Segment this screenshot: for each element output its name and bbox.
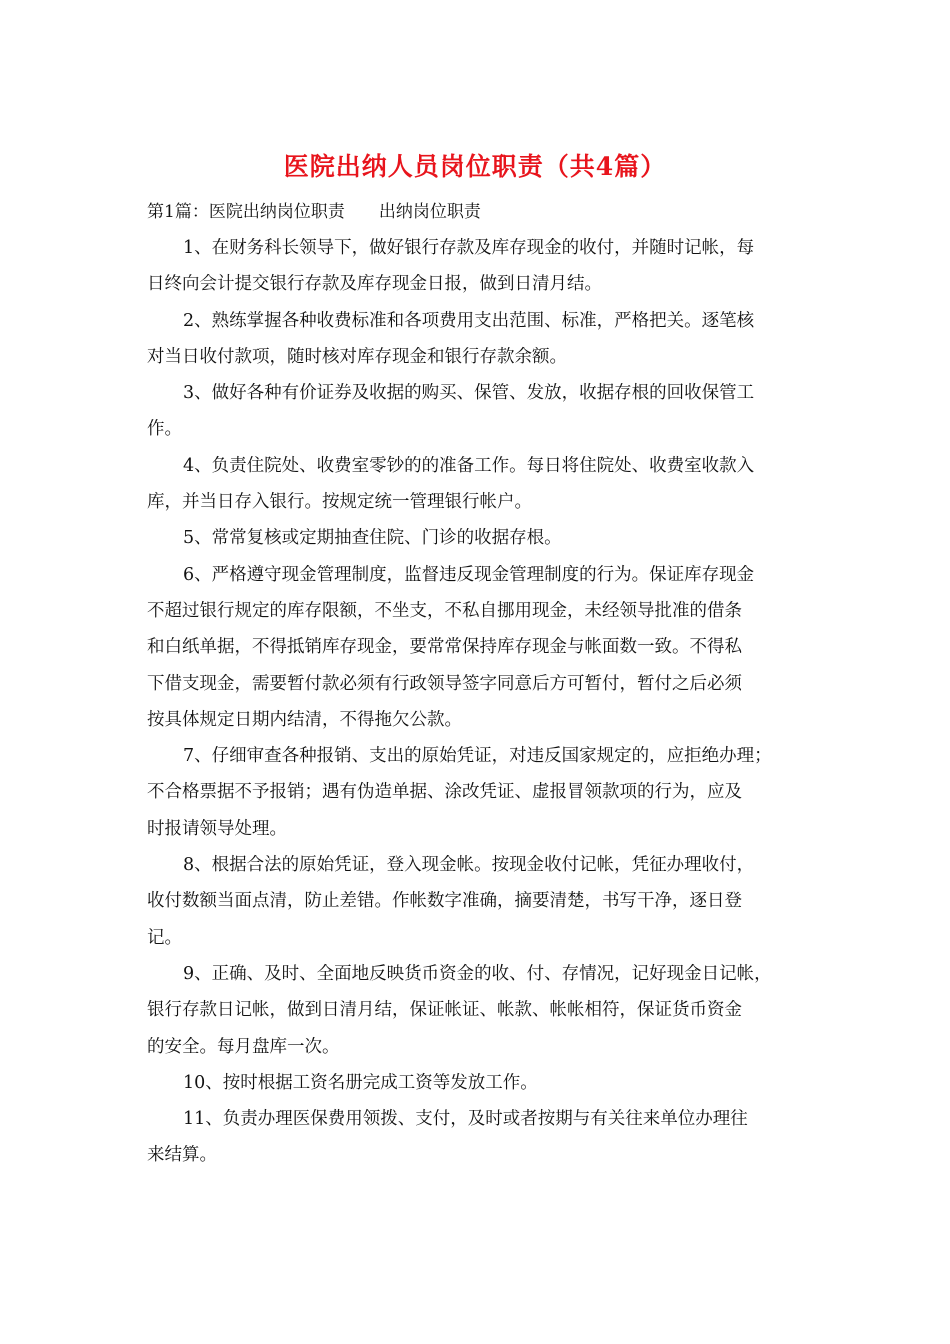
body-line: 的安全。每月盘库一次。 <box>147 1036 340 1057</box>
body-line: 作。 <box>147 419 182 440</box>
body-line: 9、正确、及时、全面地反映货币资金的收、付、存情况，记好现金日记帐， <box>183 963 772 984</box>
body-line: 和白纸单据，不得抵销库存现金，要常常保持库存现金与帐面数一致。不得私 <box>147 637 742 658</box>
body-line: 8、根据合法的原始凭证，登入现金帐。按现金收付记帐，凭征办理收付， <box>183 855 755 876</box>
body-line: 日终向会计提交银行存款及库存现金日报，做到日清月结。 <box>147 274 602 295</box>
body-line: 下借支现金，需要暂付款必须有行政领导签字同意后方可暂付，暂付之后必须 <box>147 673 742 694</box>
body-line: 银行存款日记帐，做到日清月结，保证帐证、帐款、帐帐相符，保证货币资金 <box>147 1000 742 1021</box>
body-line: 库，并当日存入银行。按规定统一管理银行帐户。 <box>147 492 532 513</box>
section-heading: 第1篇：医院出纳岗位职责 出纳岗位职责 <box>147 202 481 222</box>
body-line: 1、在财务科长领导下，做好银行存款及库存现金的收付，并随时记帐，每 <box>183 238 755 258</box>
body-line: 收付数额当面点清，防止差错。作帐数字准确，摘要清楚，书写干净，逐日登 <box>147 891 742 912</box>
document-title: 医院出纳人员岗位职责（共4篇） <box>283 152 667 181</box>
body-line: 5、常常复核或定期抽查住院、门诊的收据存根。 <box>183 528 562 549</box>
body-line: 4、负责住院处、收费室零钞的的准备工作。每日将住院处、收费室收款入 <box>183 455 755 476</box>
body-line: 7、仔细审查各种报销、支出的原始凭证，对违反国家规定的，应拒绝办理； <box>183 746 772 767</box>
body-line: 2、熟练掌握各种收费标准和各项费用支出范围、标准，严格把关。逐笔核 <box>183 310 755 331</box>
body-line: 6、严格遵守现金管理制度，监督违反现金管理制度的行为。保证库存现金 <box>183 564 755 585</box>
document-body <box>147 230 811 1174</box>
body-line: 不超过银行规定的库存限额，不坐支，不私自挪用现金，未经领导批准的借条 <box>147 600 742 621</box>
body-line: 按具体规定日期内结清，不得拖欠公款。 <box>147 709 462 730</box>
body-line: 记。 <box>147 927 182 948</box>
body-line: 时报请领导处理。 <box>147 818 287 839</box>
body-line: 11、负责办理医保费用领拨、支付，及时或者按期与有关往来单位办理往 <box>183 1109 748 1130</box>
body-line: 10、按时根据工资名册完成工资等发放工作。 <box>183 1072 538 1093</box>
body-line: 3、做好各种有价证券及收据的购买、保管、发放，收据存根的回收保管工 <box>183 383 755 404</box>
body-line: 对当日收付款项，随时核对库存现金和银行存款余额。 <box>147 346 567 367</box>
body-line: 不合格票据不予报销；遇有伪造单据、涂改凭证、虚报冒领款项的行为，应及 <box>147 782 742 803</box>
body-line: 来结算。 <box>147 1145 217 1166</box>
